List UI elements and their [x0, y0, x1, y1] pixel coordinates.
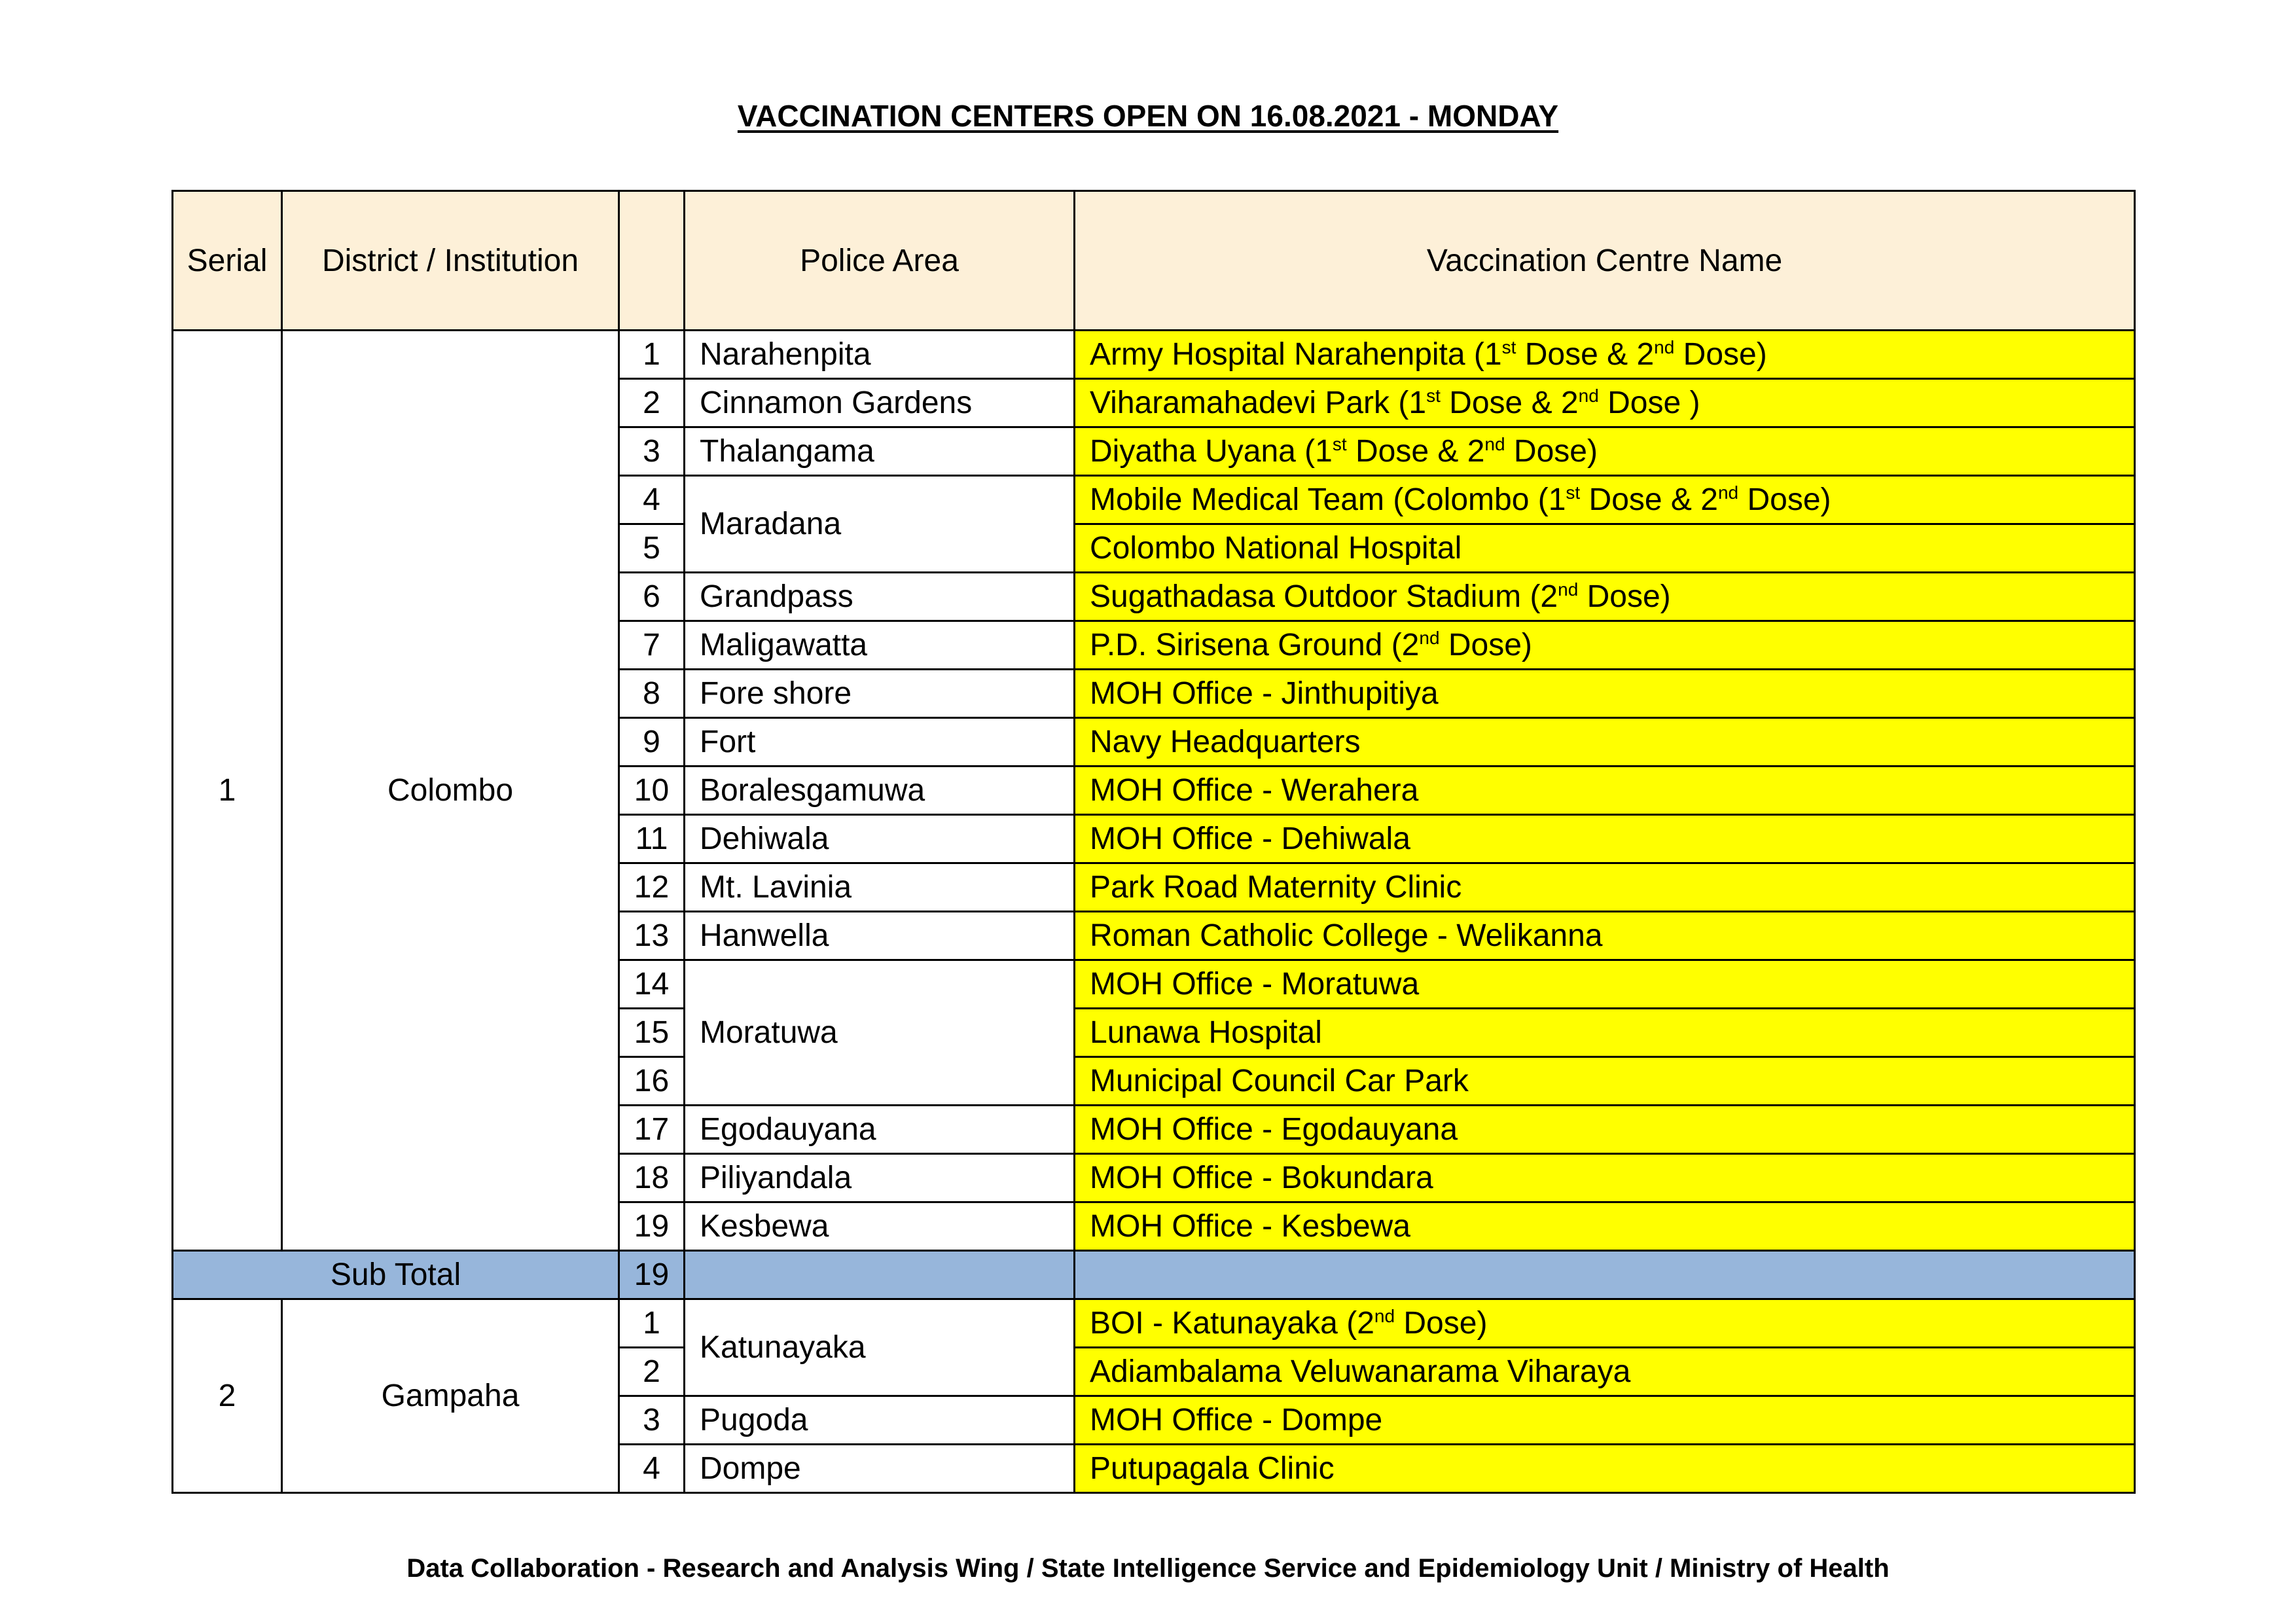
row-number-cell: 17 — [619, 1106, 685, 1154]
subtotal-value: 19 — [619, 1251, 685, 1299]
header-police-area: Police Area — [685, 191, 1075, 331]
centre-name-text: MOH Office - Dehiwala — [1090, 821, 1410, 856]
centre-name-cell — [1075, 912, 2135, 960]
police-area-cell: Grandpass — [685, 573, 1075, 621]
row-number-cell: 3 — [619, 1396, 685, 1445]
centre-name-text: Dose) — [1395, 1306, 1488, 1341]
police-area-cell: Katunayaka — [685, 1299, 1075, 1396]
row-number-cell: 19 — [619, 1202, 685, 1251]
district-cell: Gampaha — [282, 1299, 619, 1493]
centre-name-text: Dose) — [1439, 628, 1532, 662]
centre-name-cell — [1075, 1396, 2135, 1445]
dose-ordinal-suffix: nd — [1419, 628, 1440, 648]
police-area-cell: Narahenpita — [685, 331, 1075, 379]
serial-cell: 2 — [173, 1299, 282, 1493]
header-serial: Serial — [173, 191, 282, 331]
centre-name-cell — [1075, 718, 2135, 767]
centre-name-text: MOH Office - Bokundara — [1090, 1161, 1433, 1195]
centre-name-cell — [1075, 767, 2135, 815]
centre-name-text: Dose & 2 — [1440, 386, 1579, 420]
centre-name-text: Putupagala Clinic — [1090, 1451, 1335, 1486]
centre-name-cell — [1075, 621, 2135, 670]
centre-name-text: Dose ) — [1598, 386, 1700, 420]
police-area-cell: Kesbewa — [685, 1202, 1075, 1251]
centre-name-cell — [1075, 1057, 2135, 1106]
centre-name-text: Dose) — [1674, 337, 1767, 372]
police-area-cell: Fore shore — [685, 670, 1075, 718]
centre-name-cell — [1075, 524, 2135, 573]
row-number-cell: 14 — [619, 960, 685, 1009]
centre-name-cell — [1075, 1445, 2135, 1493]
centre-name-text: Diyatha Uyana (1 — [1090, 434, 1333, 469]
centre-name-text: Dose & 2 — [1516, 337, 1655, 372]
centre-name-cell — [1075, 1202, 2135, 1251]
header-number — [619, 191, 685, 331]
row-number-cell: 1 — [619, 331, 685, 379]
dose-ordinal-suffix: st — [1566, 482, 1581, 503]
row-number-cell: 7 — [619, 621, 685, 670]
police-area-cell: Cinnamon Gardens — [685, 379, 1075, 427]
table-header-row — [173, 191, 2135, 331]
district-cell: Colombo — [282, 331, 619, 1251]
centre-name-text: MOH Office - Jinthupitiya — [1090, 676, 1439, 711]
centre-name-text: Park Road Maternity Clinic — [1090, 870, 1462, 905]
centre-name-text: MOH Office - Dompe — [1090, 1403, 1383, 1437]
police-area-cell: Egodauyana — [685, 1106, 1075, 1154]
centre-name-text: Roman Catholic College - Welikanna — [1090, 918, 1603, 953]
row-number-cell: 13 — [619, 912, 685, 960]
centre-name-text: BOI - Katunayaka (2 — [1090, 1306, 1374, 1341]
table-row — [173, 331, 2135, 379]
row-number-cell: 18 — [619, 1154, 685, 1202]
centre-name-text: Dose & 2 — [1580, 482, 1718, 517]
police-area-cell: Maradana — [685, 476, 1075, 573]
police-area-cell: Fort — [685, 718, 1075, 767]
vaccination-centres-table — [171, 190, 2136, 1494]
page-title — [0, 98, 2296, 134]
centre-name-text: Viharamahadevi Park (1 — [1090, 386, 1427, 420]
row-number-cell: 12 — [619, 863, 685, 912]
centre-name-text: Colombo National Hospital — [1090, 531, 1462, 566]
row-number-cell: 3 — [619, 427, 685, 476]
police-area-cell: Dehiwala — [685, 815, 1075, 863]
serial-cell: 1 — [173, 331, 282, 1251]
dose-ordinal-suffix: nd — [1717, 482, 1739, 503]
row-number-cell: 4 — [619, 1445, 685, 1493]
centre-name-cell — [1075, 379, 2135, 427]
centre-name-cell — [1075, 815, 2135, 863]
row-number-cell: 2 — [619, 1348, 685, 1396]
row-number-cell: 15 — [619, 1009, 685, 1057]
centre-name-cell — [1075, 1299, 2135, 1348]
police-area-cell: Boralesgamuwa — [685, 767, 1075, 815]
centre-name-text: Navy Headquarters — [1090, 725, 1361, 759]
centre-name-cell — [1075, 863, 2135, 912]
row-number-cell: 4 — [619, 476, 685, 524]
row-number-cell: 8 — [619, 670, 685, 718]
subtotal-row — [173, 1251, 2135, 1299]
table-row — [173, 1299, 2135, 1348]
centre-name-text: MOH Office - Egodauyana — [1090, 1112, 1458, 1147]
subtotal-empty-cell — [685, 1251, 1075, 1299]
subtotal-label: Sub Total — [173, 1251, 619, 1299]
police-area-cell: Maligawatta — [685, 621, 1075, 670]
dose-ordinal-suffix: nd — [1654, 337, 1675, 357]
dose-ordinal-suffix: nd — [1484, 434, 1505, 454]
dose-ordinal-suffix: st — [1501, 337, 1516, 357]
page-title-text: VACCINATION CENTERS OPEN ON 16.08.2021 - MONDAY — [737, 99, 1559, 133]
centre-name-cell — [1075, 476, 2135, 524]
subtotal-empty-cell — [1075, 1251, 2135, 1299]
dose-ordinal-suffix: nd — [1578, 386, 1599, 406]
centre-name-text: Lunawa Hospital — [1090, 1015, 1322, 1050]
centre-name-cell — [1075, 573, 2135, 621]
row-number-cell: 16 — [619, 1057, 685, 1106]
row-number-cell: 5 — [619, 524, 685, 573]
police-area-cell: Thalangama — [685, 427, 1075, 476]
row-number-cell: 9 — [619, 718, 685, 767]
centre-name-text: Municipal Council Car Park — [1090, 1064, 1469, 1098]
centre-name-text: Mobile Medical Team (Colombo (1 — [1090, 482, 1566, 517]
police-area-cell: Hanwella — [685, 912, 1075, 960]
row-number-cell: 6 — [619, 573, 685, 621]
centre-name-cell — [1075, 1154, 2135, 1202]
centre-name-text: Dose & 2 — [1346, 434, 1485, 469]
centre-name-text: Dose) — [1505, 434, 1598, 469]
row-number-cell: 1 — [619, 1299, 685, 1348]
centre-name-text: Dose) — [1738, 482, 1831, 517]
police-area-cell: Dompe — [685, 1445, 1075, 1493]
centre-name-text: Sugathadasa Outdoor Stadium (2 — [1090, 579, 1558, 614]
centre-name-text: Dose) — [1578, 579, 1671, 614]
police-area-cell: Pugoda — [685, 1396, 1075, 1445]
centre-name-cell — [1075, 1348, 2135, 1396]
centre-name-text: Adiambalama Veluwanarama Viharaya — [1090, 1354, 1631, 1389]
row-number-cell: 11 — [619, 815, 685, 863]
centre-name-cell — [1075, 960, 2135, 1009]
centre-name-text: P.D. Sirisena Ground (2 — [1090, 628, 1420, 662]
centre-name-text: Army Hospital Narahenpita (1 — [1090, 337, 1502, 372]
centre-name-text: MOH Office - Werahera — [1090, 773, 1419, 808]
centre-name-cell — [1075, 670, 2135, 718]
centre-name-cell — [1075, 1106, 2135, 1154]
centre-name-cell — [1075, 1009, 2135, 1057]
police-area-cell: Moratuwa — [685, 960, 1075, 1106]
police-area-cell: Piliyandala — [685, 1154, 1075, 1202]
centre-name-cell — [1075, 427, 2135, 476]
row-number-cell: 2 — [619, 379, 685, 427]
dose-ordinal-suffix: nd — [1558, 579, 1579, 600]
police-area-cell: Mt. Lavinia — [685, 863, 1075, 912]
centre-name-text: MOH Office - Kesbewa — [1090, 1209, 1410, 1244]
header-centre-name: Vaccination Centre Name — [1075, 191, 2135, 331]
dose-ordinal-suffix: st — [1332, 434, 1347, 454]
table-body — [173, 331, 2135, 1493]
centre-name-cell — [1075, 331, 2135, 379]
footer-note: Data Collaboration - Research and Analysis Wing / State Intelligence Service and Epidemiology Unit / Ministry of Health — [406, 1554, 1890, 1583]
dose-ordinal-suffix: st — [1426, 386, 1441, 406]
dose-ordinal-suffix: nd — [1374, 1306, 1395, 1326]
header-district: District / Institution — [282, 191, 619, 331]
centre-name-text: MOH Office - Moratuwa — [1090, 967, 1420, 1001]
row-number-cell: 10 — [619, 767, 685, 815]
